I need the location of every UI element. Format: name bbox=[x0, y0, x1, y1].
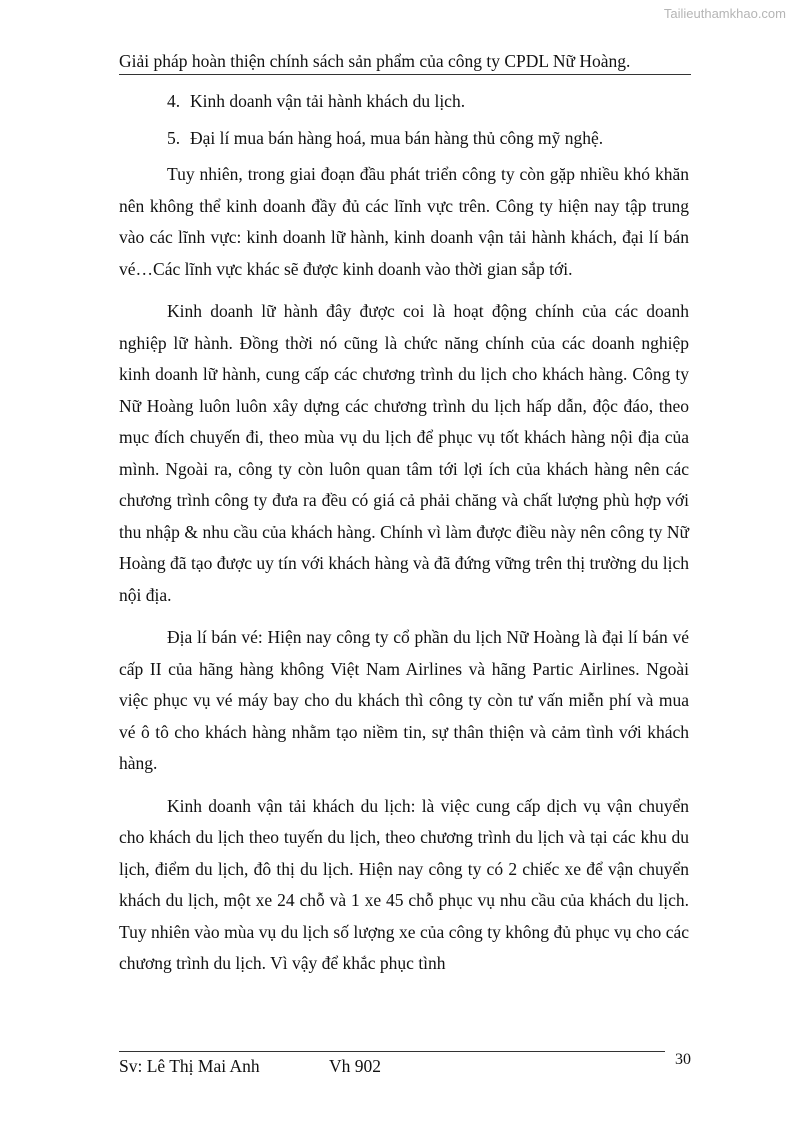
list-item-text: Đại lí mua bán hàng hoá, mua bán hàng thủ công mỹ nghệ. bbox=[190, 127, 604, 148]
list-item-number: 5. bbox=[167, 127, 181, 148]
list-item-text: Kinh doanh vận tải hành khách du lịch. bbox=[190, 91, 466, 111]
footer-divider bbox=[119, 1051, 665, 1052]
footer-student: Sv: Lê Thị Mai Anh bbox=[119, 1056, 260, 1076]
list-item-number: 4. bbox=[167, 91, 181, 111]
document-body bbox=[119, 86, 689, 991]
page-number: 30 bbox=[675, 1051, 691, 1068]
watermark: Tailieuthamkhao.com bbox=[663, 6, 786, 21]
paragraph-ticket-agency: Địa lí bán vé: Hiện nay công ty cổ phần du lịch Nữ Hoàng là đại lí bán vé cấp II của hãng hàng không Việt Nam Airlines và hãng Partic Airlines. Ngoài việc phục vụ vé máy bay cho du khách thì công ty còn tư vấn miễn phí và mua vé ô tô cho khách hàng nhằm tạo niềm tin, sự thân thiện và cảm tình với khách hàng. bbox=[119, 627, 689, 773]
list-item bbox=[119, 86, 689, 118]
list-item bbox=[119, 123, 689, 155]
page-footer bbox=[119, 1051, 691, 1078]
paragraph-tour-operations: Kinh doanh lữ hành đây được coi là hoạt động chính của các doanh nghiệp lữ hành. Đồng thời nó cũng là chức năng chính của các doanh nghiệp kinh doanh lữ hành, cung cấp các chương trình du lịch cho khách hàng. Công ty Nữ Hoàng luôn luôn xây dựng các chương trình du lịch hấp dẫn, độc đáo, theo mục đích chuyến đi, theo mùa vụ du lịch để phục vụ tốt khách hàng nội địa của mình. Ngoài ra, công ty còn luôn quan tâm tới lợi ích của khách hàng nên các chương trình công ty đưa ra đều có giá cả phải chăng và chất lượng phù hợp với thu nhập & nhu cầu của khách hàng. Chính vì làm được điều này nên công ty Nữ Hoàng đã tạo được uy tín với khách hàng và đã đứng vững trên thị trường du lịch nội địa. bbox=[119, 301, 689, 605]
paragraph-transport: Kinh doanh vận tải khách du lịch: là việc cung cấp dịch vụ vận chuyển cho khách du lịch theo tuyến du lịch, theo chương trình du lịch và tại các khu du lịch, điểm du lịch, đô thị du lịch. Hiện nay công ty có 2 chiếc xe để vận chuyển khách du lịch, một xe 24 chỗ và 1 xe 45 chỗ phục vụ nhu cầu của khách du lịch. Tuy nhiên vào mùa vụ du lịch số lượng xe của công ty không đủ phục vụ cho các chương trình du lịch. Vì vậy để khắc phục tình bbox=[119, 795, 689, 973]
page-header: Giải pháp hoàn thiện chính sách sản phẩm của công ty CPDL Nữ Hoàng. bbox=[119, 49, 691, 75]
footer-class: Vh 902 bbox=[329, 1056, 382, 1076]
paragraph-business-scope: Tuy nhiên, trong giai đoạn đầu phát triển công ty còn gặp nhiều khó khăn nên không thể kinh doanh đầy đủ các lĩnh vực trên. Công ty hiện nay tập trung vào các lĩnh vực: kinh doanh lữ hành, kinh doanh vận tải hành khách, đại lí bán vé…Các lĩnh vực khác sẽ được kinh doanh vào thời gian sắp tới. bbox=[119, 164, 689, 279]
